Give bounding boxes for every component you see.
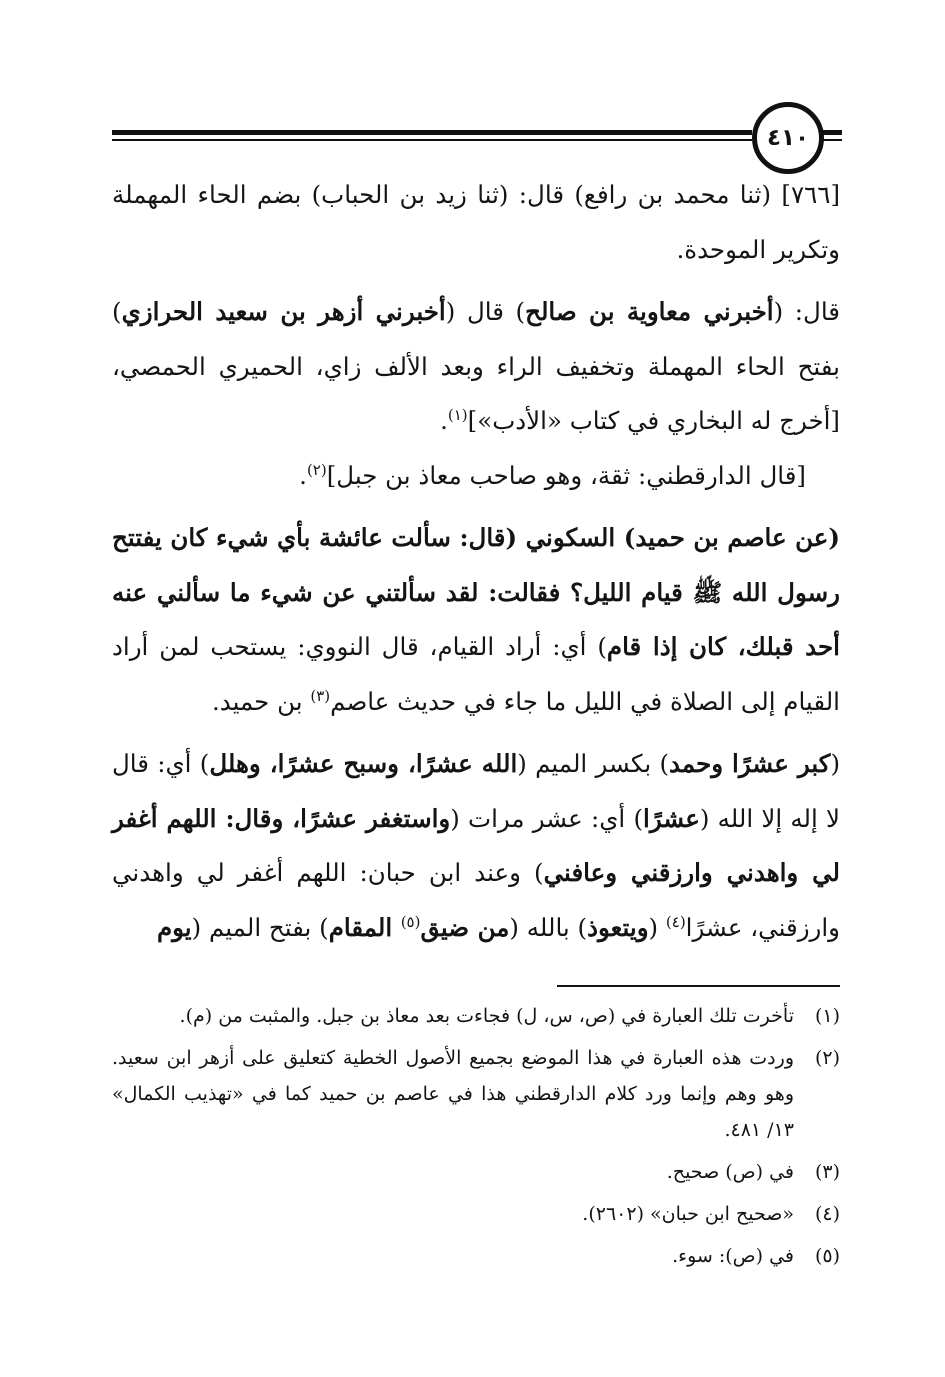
hadith-text: واستغفر عشرًا، وقال: اللهم أغفر لي واهدني وارزقني وعافني bbox=[112, 803, 840, 887]
paragraph-azhar bbox=[112, 285, 840, 449]
text-run: ) وعند ابن حبان: اللهم أغفر لي واهدني وارزقني، عشرًا bbox=[112, 858, 840, 942]
text-run: قال: ( bbox=[773, 297, 841, 326]
text-run: بن حميد. bbox=[211, 686, 311, 716]
text-run: ) بفتح الحاء المهملة وتخفيف الراء وبعد الألف زاي، الحميري الحمصي، [أخرج له البخاري في كتاب «الأدب»] bbox=[112, 297, 840, 435]
hadith-text: كبر عشرًا وحمد bbox=[669, 749, 831, 778]
footnote-separator bbox=[557, 985, 840, 987]
header-rule-thin bbox=[112, 139, 752, 141]
page-header bbox=[112, 92, 842, 174]
footnote-1 bbox=[112, 998, 840, 1034]
footnote-text: تأخرت تلك العبارة في (ص، س، ل) فجاءت بعد معاذ بن جبل. والمثبت من (م). bbox=[179, 1005, 794, 1027]
text-run: ) قال ( bbox=[445, 297, 526, 326]
header-rule-thick bbox=[112, 130, 752, 135]
paragraph-kabbir bbox=[112, 737, 840, 955]
footnote-ref-3[interactable]: (٣) bbox=[310, 686, 331, 705]
text-run: ( bbox=[830, 749, 840, 778]
hadith-text: يوم bbox=[156, 912, 192, 942]
hadith-text: المقام bbox=[328, 912, 401, 942]
footnote-ref-1[interactable]: (١) bbox=[447, 405, 468, 424]
quoted-chain: أخبرني أزهر بن سعيد الحرازي bbox=[121, 297, 446, 326]
text-run: [٧٦٦] (ثنا محمد بن رافع) قال: (ثنا زيد بن الحباب) بضم الحاء المهملة وتكرير الموحدة. bbox=[112, 180, 840, 264]
footnote-number: (٥) bbox=[814, 1245, 840, 1267]
hadith-text: ويتعوذ bbox=[587, 912, 649, 942]
quoted-chain: أخبرني معاوية بن صالح bbox=[525, 297, 774, 326]
text-run: . bbox=[299, 460, 307, 490]
footnote-text: وردت هذه العبارة في هذا الموضع بجميع الأصول الخطية كتعليق على أزهر ابن سعيد. وهو وهم وإنما ورد كلام الدارقطني هذا في عاصم بن حميد كما في «تهذيب الكمال» ١٣/ ٤٨١. bbox=[112, 1047, 794, 1141]
footnote-text: في (ص): سوء. bbox=[672, 1245, 794, 1267]
footnote-text: في (ص) صحيح. bbox=[666, 1161, 794, 1183]
main-text bbox=[112, 168, 840, 955]
footnote-number: (٣) bbox=[814, 1161, 840, 1183]
text-run: ) أي: أراد القيام، قال النووي: يستحب لمن أراد القيام إلى الصلاة في الليل ما جاء في حديث عاصم bbox=[112, 632, 840, 716]
text-run: ) بكسر الميم ( bbox=[517, 749, 670, 778]
text-run: [قال الدارقطني: ثقة، وهو صاحب معاذ بن جبل] bbox=[326, 460, 806, 490]
text-run: ( bbox=[648, 912, 666, 942]
footnote-text: «صحيح ابن حبان» (٢٦٠٢). bbox=[582, 1203, 794, 1225]
paragraph-daraqutni bbox=[112, 449, 840, 504]
footnote-5 bbox=[112, 1238, 840, 1274]
page-number: ٤١٠ bbox=[766, 125, 810, 151]
text-run: (عن عاصم بن حميد) السكوني (قال: bbox=[450, 523, 840, 552]
paragraph-asim bbox=[112, 511, 840, 729]
footnotes bbox=[112, 998, 840, 1280]
hadith-text: الله عشرًا، وسبح عشرًا، وهلل bbox=[209, 749, 518, 778]
footnote-ref-2[interactable]: (٢) bbox=[306, 460, 327, 479]
text-run: ) أي: قال لا إله إلا الله ( bbox=[112, 749, 840, 833]
text-run: ) بالله ( bbox=[509, 912, 588, 942]
text-run: . bbox=[440, 406, 448, 435]
paragraph-766 bbox=[112, 168, 840, 277]
text-run: ) أي: عشر مرات ( bbox=[450, 803, 644, 833]
hadith-text: من ضيق bbox=[420, 912, 510, 942]
footnote-ref-4[interactable]: (٤) bbox=[665, 912, 686, 931]
header-rule-tail bbox=[822, 130, 842, 141]
footnote-number: (٤) bbox=[814, 1203, 840, 1225]
hadith-text: سألت عائشة بأي شيء كان يفتتح رسول الله ﷺ قيام الليل؟ فقالت: لقد سألتني عن شيء ما سألني عنه أحد قبلك، كان إذا قام bbox=[112, 523, 840, 661]
footnote-4 bbox=[112, 1196, 840, 1232]
footnote-3 bbox=[112, 1154, 840, 1190]
footnote-2 bbox=[112, 1040, 840, 1148]
text-run: ) بفتح الميم ( bbox=[191, 912, 329, 942]
page-number-badge bbox=[752, 102, 824, 174]
footnote-number: (١) bbox=[814, 1005, 840, 1027]
footnote-number: (٢) bbox=[814, 1047, 840, 1069]
footnote-ref-5[interactable]: (٥) bbox=[400, 912, 421, 931]
hadith-text: عشرًا bbox=[643, 803, 700, 833]
